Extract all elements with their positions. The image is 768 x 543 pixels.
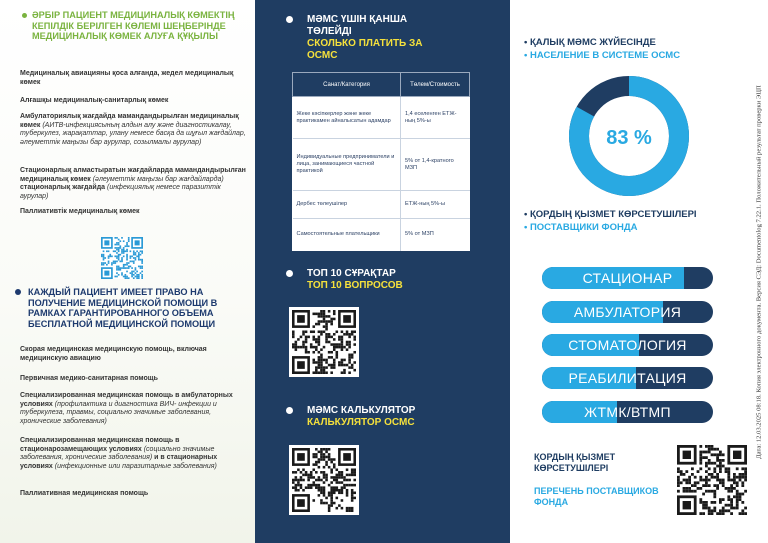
list-item xyxy=(20,167,248,201)
provider-bar-label: ЖТМК/ВТМП xyxy=(584,404,671,420)
calc-title xyxy=(307,405,457,429)
table-cell: 5% от 1,4-кратного МЗП xyxy=(401,139,470,191)
table-header-category: Санат/Категория xyxy=(293,73,401,97)
list-item xyxy=(20,490,248,499)
bullet-dot-icon xyxy=(286,407,293,414)
table-cell: Жеке кәсіпкерлер және жеке практикамен айналысатын адамдар xyxy=(293,97,401,139)
top10-title xyxy=(307,268,447,292)
item-note: (әлеуметтік маңызы бар жағдайларда) xyxy=(92,175,224,183)
item-text: Скорая медицинская медицинскую помощь, включая медицинскую авиацию xyxy=(20,346,207,362)
pay-title-kz: МӘМС ҮШІН ҚАНША ТӨЛЕЙДІ xyxy=(307,14,408,37)
bullet-dot-icon xyxy=(286,270,293,277)
population-donut-chart xyxy=(567,74,691,198)
population-kz xyxy=(524,36,724,49)
item-text: Амбулаториялық жағдайда мамандандырылған медициналық көмек xyxy=(20,113,239,129)
providers-kz-text: ҚОРДЫҢ ҚЫЗМЕТ КӨРСЕТУШІЛЕРІ xyxy=(529,209,697,220)
item-text: Стационарлық алмастыратын жағдайларда мамандандырылған медициналық көмек xyxy=(20,167,246,183)
bullet-dot-icon xyxy=(15,289,21,295)
item-text: Специализированная медицинская помощь в стационарозамещающих условиях xyxy=(20,437,180,453)
list-item xyxy=(20,375,248,384)
list-item xyxy=(20,392,248,426)
qr-code-icon[interactable] xyxy=(289,307,359,377)
green-heading: ӘРБІР ПАЦИЕНТ МЕДИЦИНАЛЫҚ КӨМЕКТІҢ КЕПІЛДІК БЕРІЛГЕН КӨЛЕМІ ШЕҢБЕРІНДЕ МЕДИЦИНАЛЫҚ КӨМЕК АЛУҒА ҚҰҚЫЛЫ xyxy=(32,10,235,41)
table-cell: 5% от МЗП xyxy=(401,219,470,251)
item-note: (социально значимые заболевания, хронические заболевания) xyxy=(20,445,215,462)
population-kz-text: ҚАЛЫҚ МӘМС ЖҮЙЕСІНДЕ xyxy=(529,37,656,48)
item-text: Специализированная медицинская помощь в амбулаторных условиях xyxy=(20,392,233,408)
table-header-cost: Төлем/Стоимость xyxy=(401,73,470,97)
bullet-dot-icon xyxy=(22,13,27,18)
item-text: Первичная медико-санитарная помощь xyxy=(20,375,158,382)
providers-ru-text: ПОСТАВЩИКИ ФОНДА xyxy=(529,222,638,233)
list-item xyxy=(20,437,248,471)
table-cell: Индивидуальные предприниматели и лица, занимающиеся частной практикой xyxy=(293,139,401,191)
item-text: Паллиативная медицинская помощь xyxy=(20,490,149,497)
donut-percent-label: 83 % xyxy=(606,127,652,149)
provider-bar-label: СТОМАТОЛОГИЯ xyxy=(568,337,687,353)
provider-bar xyxy=(542,267,713,289)
providers-ru xyxy=(524,221,724,234)
list-item xyxy=(20,346,248,363)
provider-bar-label: СТАЦИОНАР xyxy=(582,270,673,286)
item-text: Паллиативтік медициналық көмек xyxy=(20,208,140,215)
calc-title-ru: КАЛЬКУЛЯТОР ОСМС xyxy=(307,417,415,428)
table-cell: Самостоятельные плательщики xyxy=(293,219,401,251)
provider-bar-label: АМБУЛАТОРИЯ xyxy=(573,304,682,320)
table-header-row xyxy=(293,73,470,97)
item-text: и в стационарных условиях xyxy=(20,454,218,470)
pay-title xyxy=(307,14,447,62)
provider-bar xyxy=(542,334,713,356)
bullet-dot-icon: • xyxy=(524,37,530,48)
qr-code-icon[interactable] xyxy=(289,445,359,515)
table-row xyxy=(293,97,470,139)
list-item xyxy=(20,70,248,87)
qr-code-icon[interactable] xyxy=(101,237,143,279)
item-note: (инфекционные или паразитарные заболевания) xyxy=(54,462,217,470)
bullet-dot-icon: • xyxy=(524,209,530,220)
list-title-kz: ҚОРДЫҢ ҚЫЗМЕТ КӨРСЕТУШІЛЕРІ xyxy=(534,452,616,473)
item-note: (инфекциялық немесе паразиттік аурулар) xyxy=(20,184,221,200)
item-text: стационарлық жағдайда xyxy=(20,184,107,192)
item-note: (профилактика и диагностика ВИЧ- инфекции и туберкулеза, травмы, социально значимые заболевания, хронические заболевания) xyxy=(20,400,217,425)
table-row xyxy=(293,139,470,191)
list-title-ru: ПЕРЕЧЕНЬ ПОСТАВЩИКОВ ФОНДА xyxy=(534,486,659,507)
blue-heading: КАЖДЫЙ ПАЦИЕНТ ИМЕЕТ ПРАВО НА ПОЛУЧЕНИЕ МЕДИЦИНСКОЙ ПОМОЩИ В РАМКАХ ГАРАНТИРОВАННОГО ОБЪЕМА БЕСПЛАТНОЙ МЕДИЦИНСКОЙ ПОМОЩИ xyxy=(28,287,218,329)
item-note: (АИТВ-инфекциясының алдын алу және диагностикалау, туберкулез, жарақаттар, улану немесе басқа да шұғыл жағдайлар, әлеуметтік маңызы бар аурулар, созылмалы аурулар) xyxy=(20,121,246,146)
qr-code-icon[interactable] xyxy=(674,442,750,518)
top10-title-kz: ТОП 10 СҰРАҚТАР xyxy=(307,268,396,279)
provider-bar xyxy=(542,301,713,323)
calc-title-kz: МӘМС КАЛЬКУЛЯТОР xyxy=(307,405,416,416)
table-row xyxy=(293,219,470,251)
provider-bar xyxy=(542,401,713,423)
table-cell: 1,4 еселенген ЕТЖ-ның 5%-ы xyxy=(401,97,470,139)
table-cell: ЕТЖ-ның 5%-ы xyxy=(401,191,470,219)
top10-title-ru: ТОП 10 ВОПРОСОВ xyxy=(307,280,403,291)
bullet-dot-icon: • xyxy=(524,50,530,61)
signature-stamp-text: Дата: 12.03.2025 08:18. Копия электронного документа. Версия СЭД: Documentolog 7.22.1. Положительный результат проверки ЭЦП xyxy=(755,85,763,459)
item-text: Медициналық авиацияны қоса алғанда, жедел медициналық көмек xyxy=(20,70,234,86)
bullet-dot-icon xyxy=(286,16,293,23)
table-row xyxy=(293,191,470,219)
providers-kz xyxy=(524,208,724,221)
table-cell: Дербес төлеушілер xyxy=(293,191,401,219)
provider-bar xyxy=(542,367,713,389)
providers-heading xyxy=(524,208,724,234)
population-heading xyxy=(524,36,724,62)
item-text: Алғашқы медициналық-санитарлық көмек xyxy=(20,97,169,104)
list-item xyxy=(20,208,248,217)
population-ru xyxy=(524,49,724,62)
bullet-dot-icon: • xyxy=(524,222,530,233)
list-item xyxy=(20,113,248,147)
provider-bar-label: РЕАБИЛИТАЦИЯ xyxy=(568,370,687,386)
list-item xyxy=(20,97,248,106)
pay-title-ru: СКОЛЬКО ПЛАТИТЬ ЗА ОСМС xyxy=(307,38,423,61)
population-ru-text: НАСЕЛЕНИЕ В СИСТЕМЕ ОСМС xyxy=(529,50,681,61)
price-table xyxy=(292,72,470,251)
